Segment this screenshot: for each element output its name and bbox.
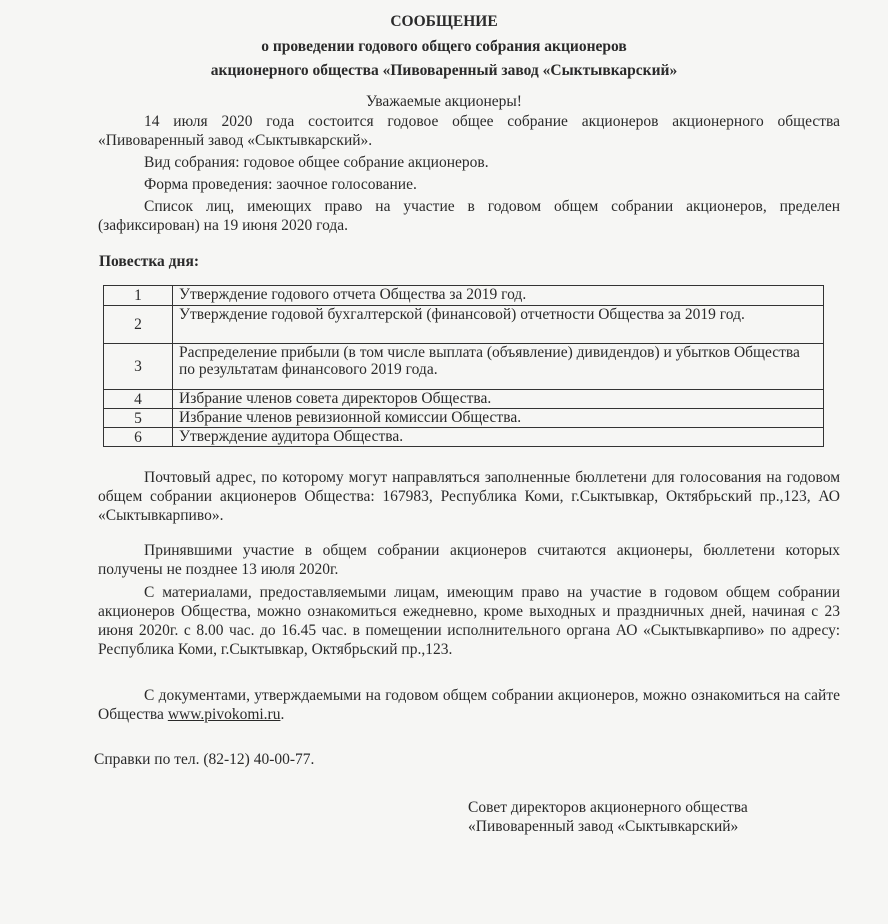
agenda-title: Повестка дня: [99,253,199,270]
table-row [104,286,824,306]
agenda-num: 3 [104,344,173,390]
signature-line: «Пивоваренный завод «Сыктывкарский» [468,818,739,835]
website-link[interactable]: www.pivokomi.ru [167,706,281,723]
intro-paragraph-form: Форма проведения: заочное голосование. [144,176,417,193]
agenda-table [103,285,824,447]
agenda-num: 6 [104,428,173,447]
body-paragraph-deadline: Принявшими участие в общем собрании акционеров считаются акционеры, бюллетени которых получены не позднее 13 июля 2020г. [98,542,840,578]
intro-paragraph-type: Вид собрания: годовое общее собрание акционеров. [144,154,489,171]
agenda-num: 5 [104,409,173,428]
document-title: СООБЩЕНИЕ [390,13,498,30]
agenda-text: Избрание членов совета директоров Общества. [173,390,824,409]
agenda-num: 2 [104,306,173,344]
table-row [104,344,824,390]
agenda-text: Утверждение годовой бухгалтерской (финансовой) отчетности Общества за 2019 год. [173,306,824,344]
agenda-num: 4 [104,390,173,409]
intro-paragraph-date: 14 июля 2020 года состоится годовое общее собрание акционеров акционерного общества «Пивоваренный завод «Сыктывкарский». [98,113,840,149]
signature-line: Совет директоров акционерного общества [468,799,748,816]
signature [468,798,828,836]
agenda-text: Распределение прибыли (в том числе выплата (объявление) дивидендов) и убытков Общества по результатам финансового 2019 года. [173,344,824,390]
agenda-text: Утверждение аудитора Общества. [173,428,824,447]
table-row [104,390,824,409]
agenda-num: 1 [104,286,173,306]
documents-end: . [280,706,285,723]
table-row [104,409,824,428]
body-paragraph-address: Почтовый адрес, по которому могут направляться заполненные бюллетени для голосования на годовом общем собрании акционеров Общества: 167983, Республика Коми, г.Сыктывкар, Октябрьский пр.,123, АО «Сыктывкарпиво». [98,469,840,524]
document-subtitle-company: акционерного общества «Пивоваренный завод «Сыктывкарский» [210,62,678,79]
body-paragraph-documents [98,686,840,724]
body-paragraph-materials: С материалами, предоставляемыми лицам, имеющим право на участие в годовом общем собрании акционеров Общества, можно ознакомиться ежедневно, кроме выходных и праздничных дней, начиная с 23 июня 2020г. с 8.00 час. до 16.45 час. в помещении исполнительного органа АО «Сыктывкарпиво» по адресу: Республика Коми, г.Сыктывкар, Октябрьский пр.,123. [98,584,840,658]
document-subtitle: о проведении годового общего собрания акционеров [261,38,627,55]
table-row [104,306,824,344]
table-row [104,428,824,447]
agenda-text: Избрание членов ревизионной комиссии Общества. [173,409,824,428]
intro-paragraph-list: Список лиц, имеющих право на участие в годовом общем собрании акционеров, пределен (зафиксирован) на 19 июня 2020 года. [98,198,840,234]
phone-info: Справки по тел. (82-12) 40-00-77. [94,751,315,768]
documents-text: С документами, утверждаемыми на годовом общем собрании акционеров, можно ознакомиться на сайте Общества [98,687,840,723]
agenda-text: Утверждение годового отчета Общества за 2019 год. [173,286,824,306]
greeting: Уважаемые акционеры! [366,93,522,110]
